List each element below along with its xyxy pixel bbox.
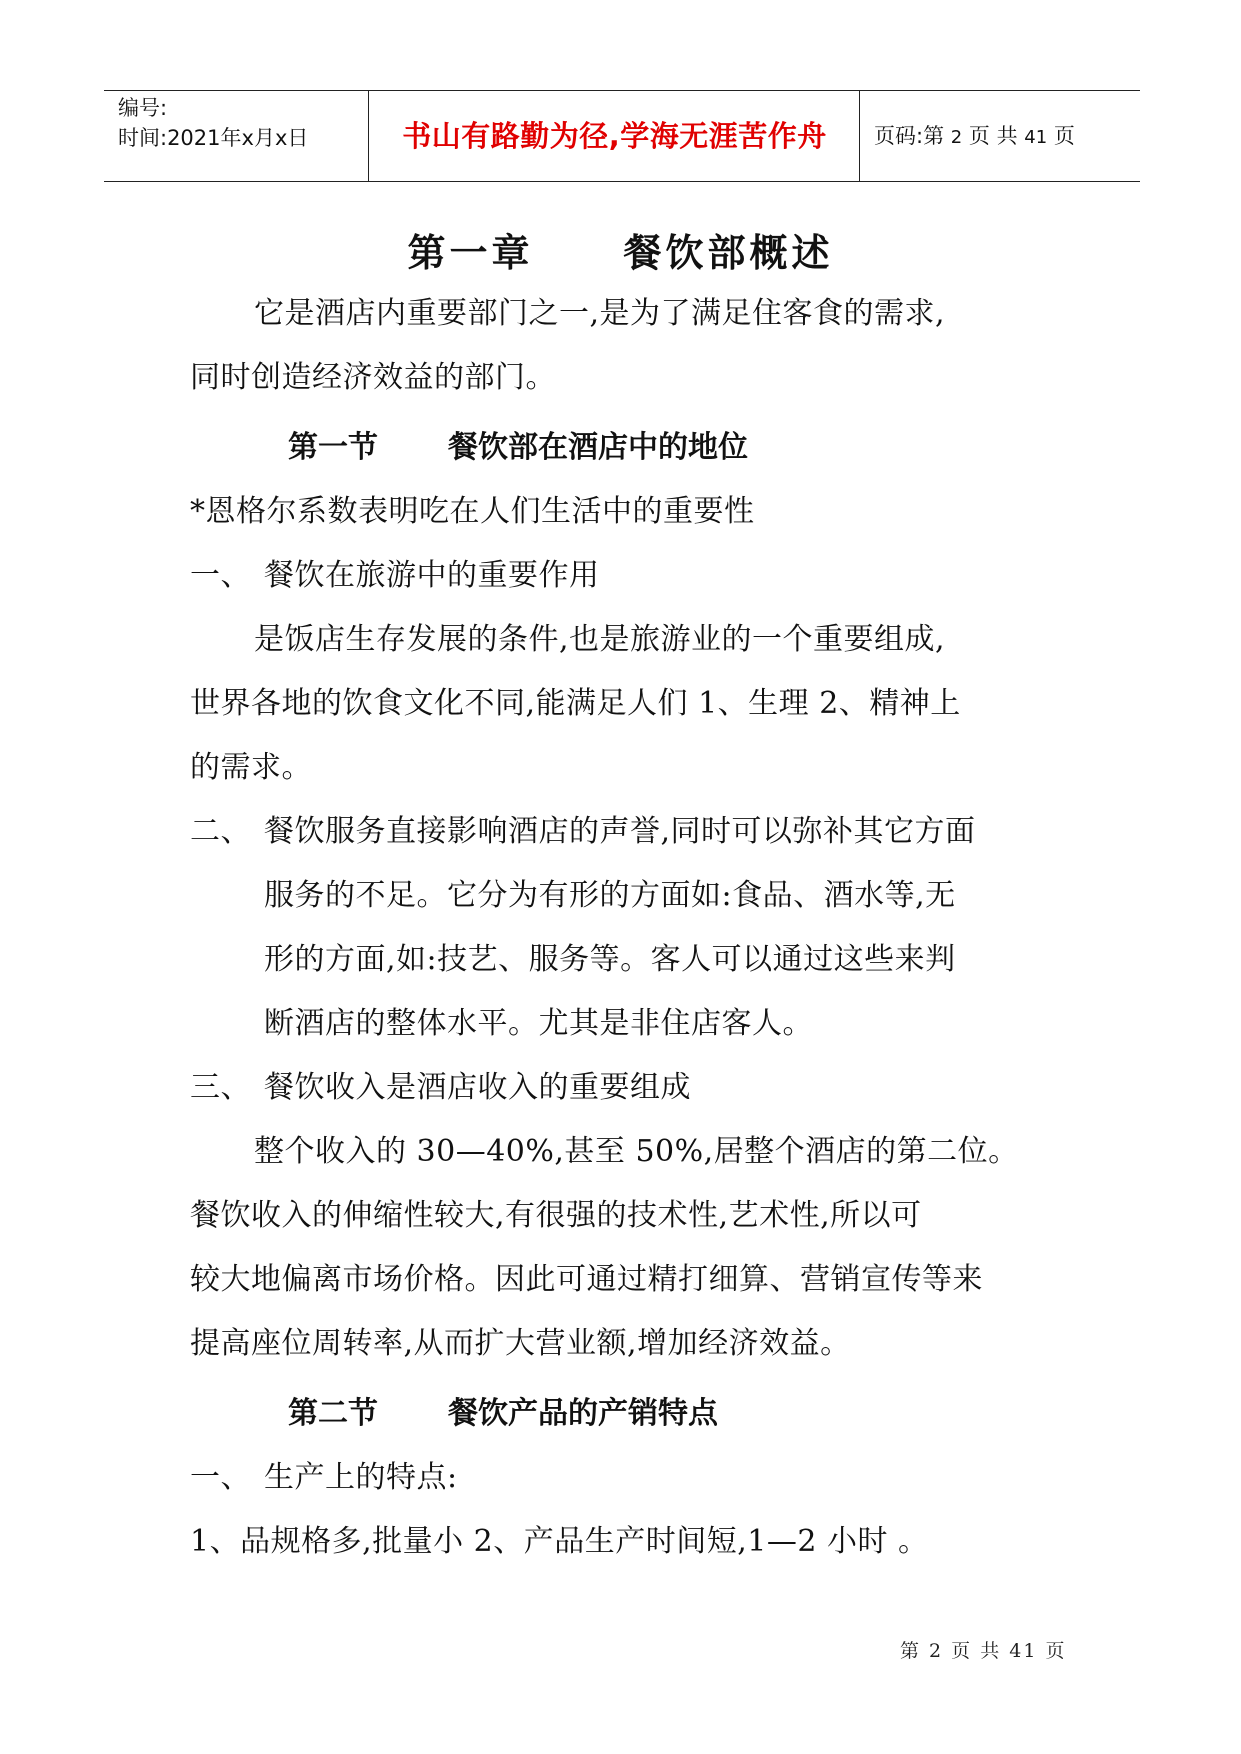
item-1-paragraph-line-3: 的需求。 <box>190 750 312 785</box>
list-item-2-line-4: 断酒店的整体水平。尤其是非住店客人。 <box>264 1006 813 1041</box>
intro-line-2: 同时创造经济效益的部门。 <box>190 360 556 395</box>
header-page-number: 2 <box>950 127 963 148</box>
intro-line-1: 它是酒店内重要部门之一,是为了满足住客食的需求, <box>254 296 946 331</box>
chapter-title <box>0 222 1241 277</box>
list-item-2-line-3: 形的方面,如:技艺、服务等。客人可以通过这些来判 <box>264 942 956 977</box>
list-item-1-title: 餐饮在旅游中的重要作用 <box>264 558 600 593</box>
item-1-paragraph-line-1: 是饭店生存发展的条件,也是旅游业的一个重要组成, <box>254 622 946 657</box>
section-2-number: 第二节 <box>288 1396 378 1431</box>
list-item-2-number: 二、 <box>190 814 251 849</box>
item-3-paragraph-line-3: 较大地偏离市场价格。因此可通过精打细算、营销宣传等来 <box>190 1262 983 1297</box>
item-1-paragraph-line-2: 世界各地的饮食文化不同,能满足人们 1、生理 2、精神上 <box>190 686 961 721</box>
header-motto: 书山有路勤为径,学海无涯苦作舟 <box>402 119 827 153</box>
section-2-list-item-1-number: 一、 <box>190 1460 251 1495</box>
list-item-1-number: 一、 <box>190 558 251 593</box>
header-page-indicator <box>874 91 1075 181</box>
item-3-paragraph-line-2: 餐饮收入的伸缩性较大,有很强的技术性,艺术性,所以可 <box>190 1198 922 1233</box>
section-2-list-item-1-title: 生产上的特点: <box>264 1460 458 1495</box>
chapter-number: 第一章 <box>407 231 534 275</box>
section-1-note: *恩格尔系数表明吃在人们生活中的重要性 <box>190 494 755 529</box>
section-1-number: 第一节 <box>288 430 378 465</box>
section-2-title: 餐饮产品的产销特点 <box>448 1396 718 1431</box>
list-item-3 <box>190 1062 691 1106</box>
list-item-1 <box>190 550 600 594</box>
list-item-3-number: 三、 <box>190 1070 251 1105</box>
list-item-3-title: 餐饮收入是酒店收入的重要组成 <box>264 1070 691 1105</box>
header-page-total: 41 <box>1024 127 1048 148</box>
item-3-paragraph-line-4: 提高座位周转率,从而扩大营业额,增加经济效益。 <box>190 1326 851 1361</box>
header-divider-left <box>368 91 369 181</box>
header-page-suffix: 页 <box>1053 124 1075 148</box>
section-2-heading <box>288 1388 718 1432</box>
section-2-list-item-1 <box>190 1452 458 1496</box>
list-item-2 <box>190 806 976 850</box>
item-3-paragraph-line-1: 整个收入的 30—40%,甚至 50%,居整个酒店的第二位。 <box>254 1134 1019 1169</box>
document-time-label: 时间:2021年x月x日 <box>118 126 309 150</box>
section-1-title: 餐饮部在酒店中的地位 <box>448 430 748 465</box>
chapter-name: 餐饮部概述 <box>623 231 834 275</box>
document-number-label: 编号: <box>118 96 168 120</box>
section-2-line-1: 1、品规格多,批量小 2、产品生产时间短,1—2 小时 。 <box>190 1524 929 1559</box>
page-header <box>104 90 1140 182</box>
list-item-2-line-2: 服务的不足。它分为有形的方面如:食品、酒水等,无 <box>264 878 956 913</box>
header-divider-right <box>859 91 860 181</box>
section-1-heading <box>288 422 748 466</box>
header-page-mid: 页 共 <box>968 124 1018 148</box>
header-page-prefix: 页码:第 <box>874 124 945 148</box>
list-item-2-line-1: 餐饮服务直接影响酒店的声誉,同时可以弥补其它方面 <box>264 814 976 849</box>
page-footer: 第 2 页 共 41 页 <box>900 1640 1067 1662</box>
